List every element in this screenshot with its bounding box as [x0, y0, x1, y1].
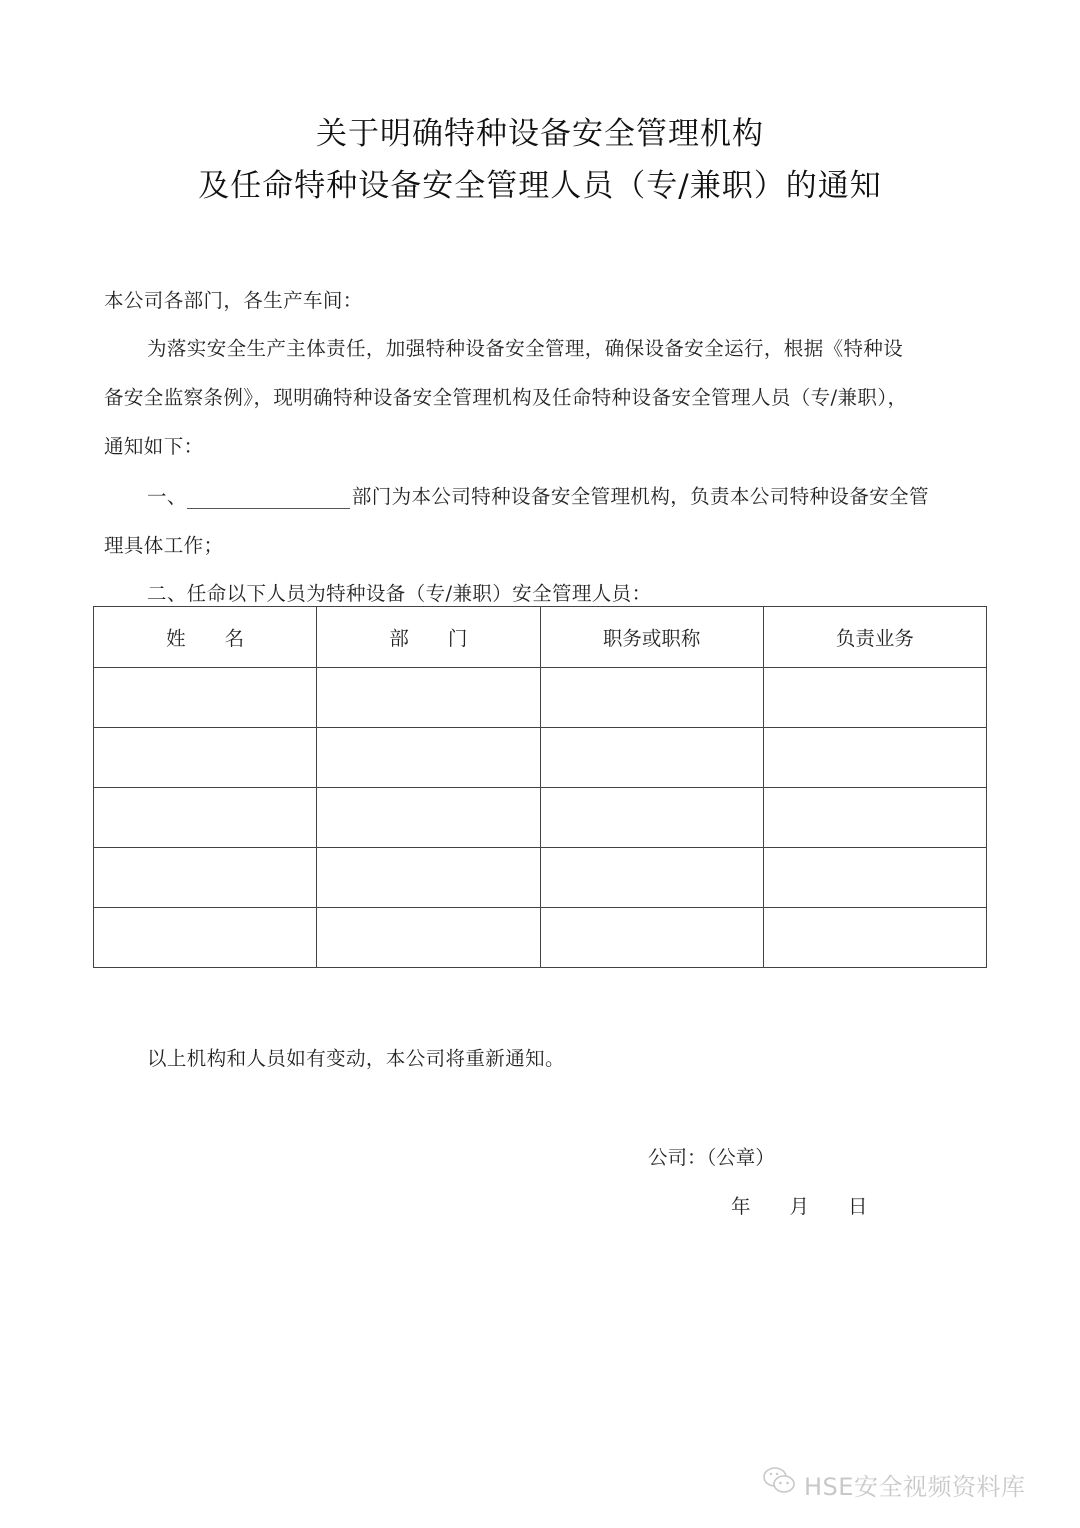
- title-line-1: 关于明确特种设备安全管理机构: [316, 116, 764, 152]
- table-cell[interactable]: [94, 848, 317, 908]
- item-2: 二、任命以下人员为特种设备（专/兼职）安全管理人员：: [147, 582, 652, 605]
- table-cell[interactable]: [763, 848, 986, 908]
- table-cell[interactable]: [94, 908, 317, 968]
- table-cell[interactable]: [94, 728, 317, 788]
- table-cell[interactable]: [540, 668, 763, 728]
- department-blank-field[interactable]: [187, 488, 350, 509]
- watermark: [762, 1466, 1025, 1502]
- item-1-prefix: 一、: [147, 485, 187, 508]
- table-cell[interactable]: [763, 908, 986, 968]
- header-name: 姓 名: [94, 607, 317, 668]
- staff-table: [93, 606, 987, 968]
- table-cell[interactable]: [317, 728, 540, 788]
- table-cell[interactable]: [317, 908, 540, 968]
- wechat-icon: [762, 1466, 804, 1502]
- signature-date: 年 月 日: [731, 1195, 868, 1218]
- table-row: [94, 848, 987, 908]
- table-cell[interactable]: [540, 908, 763, 968]
- title-line-2: 及任命特种设备安全管理人员（专/兼职）的通知: [198, 168, 882, 204]
- table-row: [94, 668, 987, 728]
- paragraph-1-line-3: 通知如下：: [104, 435, 204, 458]
- table-header-row: [94, 607, 987, 668]
- header-position: 职务或职称: [540, 607, 763, 668]
- table-cell[interactable]: [94, 668, 317, 728]
- table-cell[interactable]: [94, 788, 317, 848]
- paragraph-1-line-2: 备安全监察条例》，现明确特种设备安全管理机构及任命特种设备安全管理人员（专/兼职），: [104, 386, 908, 409]
- item-1-text: 部门为本公司特种设备安全管理机构，负责本公司特种设备安全管: [351, 485, 929, 508]
- item-1-line-2: 理具体工作；: [104, 534, 224, 557]
- item-1-line-1: [147, 481, 929, 509]
- table-cell[interactable]: [317, 788, 540, 848]
- table-cell[interactable]: [540, 848, 763, 908]
- table-cell[interactable]: [763, 668, 986, 728]
- table-cell[interactable]: [540, 728, 763, 788]
- table-row: [94, 908, 987, 968]
- watermark-text: HSE安全视频资料库: [804, 1472, 1026, 1501]
- salutation: 本公司各部门，各生产车间：: [104, 289, 363, 312]
- table-row: [94, 788, 987, 848]
- header-department: 部 门: [317, 607, 540, 668]
- header-duty: 负责业务: [763, 607, 986, 668]
- table-cell[interactable]: [763, 788, 986, 848]
- closing-statement: 以上机构和人员如有变动，本公司将重新通知。: [147, 1047, 565, 1070]
- table-row: [94, 728, 987, 788]
- signature-company: 公司：（公章）: [648, 1146, 775, 1169]
- table-cell[interactable]: [317, 668, 540, 728]
- paragraph-1-line-1: 为落实安全生产主体责任，加强特种设备安全管理，确保设备安全运行，根据《特种设: [147, 337, 904, 360]
- table-cell[interactable]: [540, 788, 763, 848]
- table-cell[interactable]: [317, 848, 540, 908]
- table-cell[interactable]: [763, 728, 986, 788]
